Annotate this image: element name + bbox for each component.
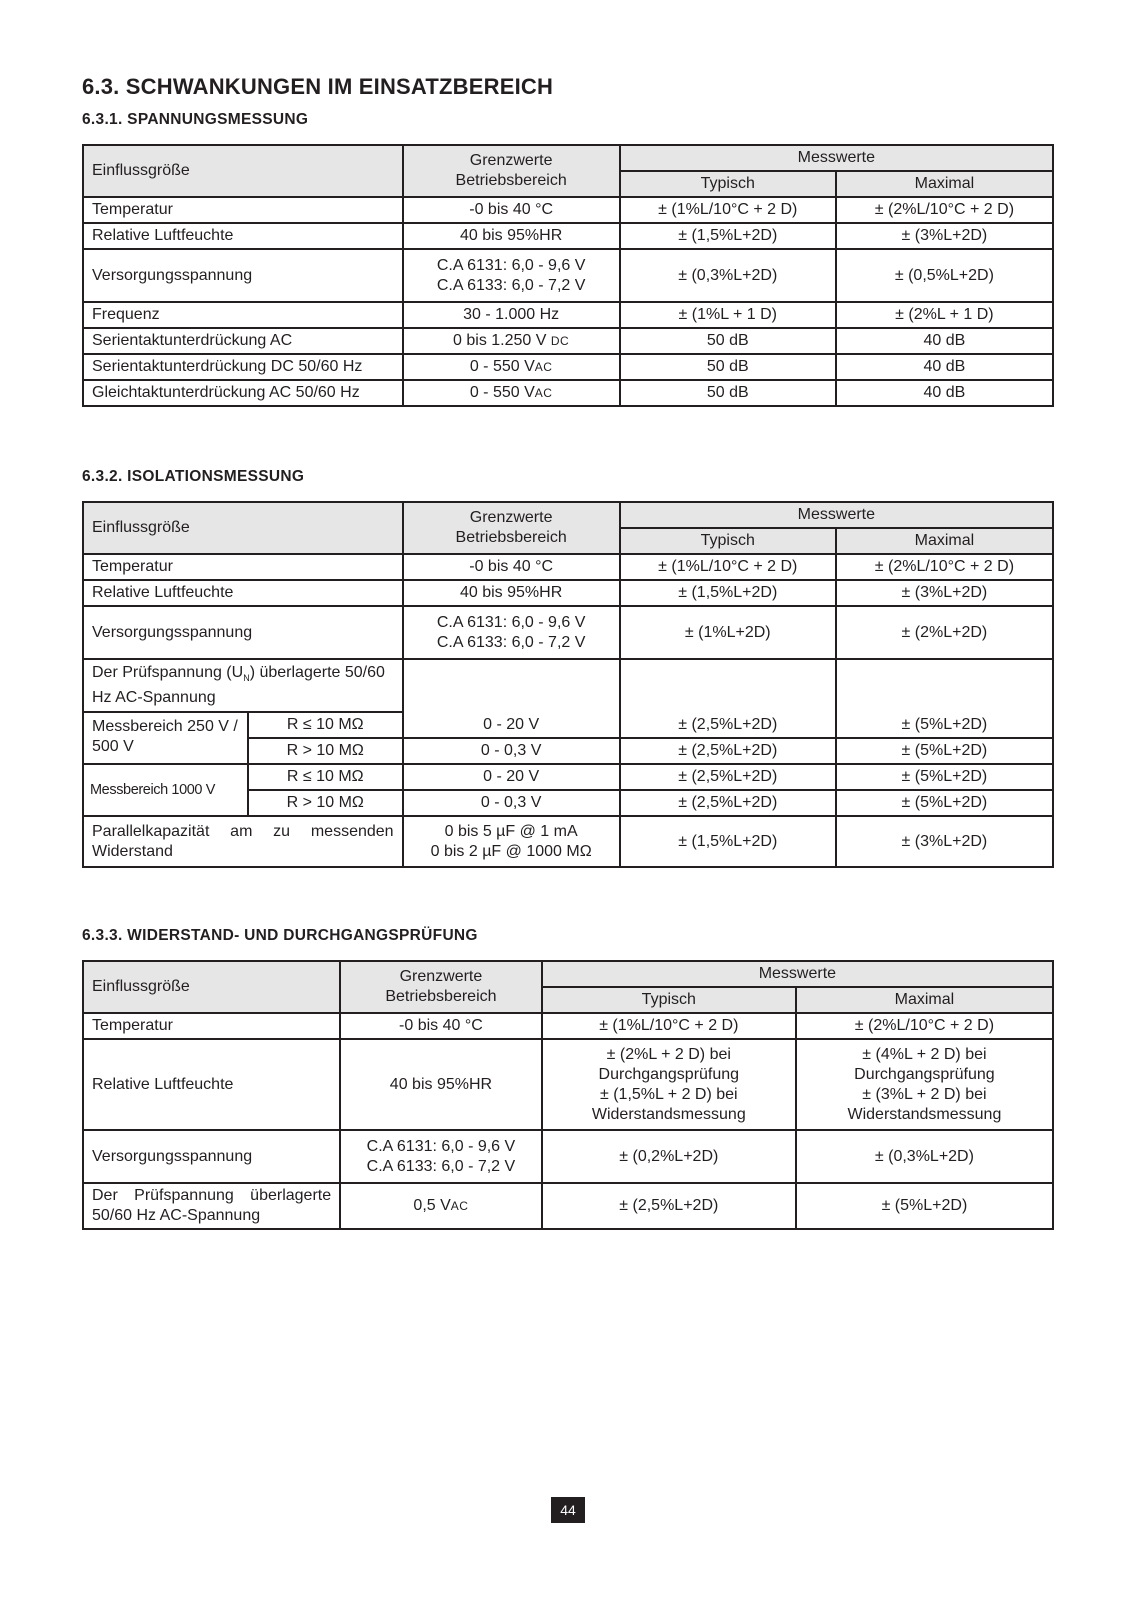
header-messwerte: Messwerte — [620, 145, 1053, 171]
table-row: Messbereich 1000 V R ≤ 10 MΩ 0 - 20 V ± (2,5%L+2D) ± (5%L+2D) — [83, 764, 1053, 790]
table-row — [83, 659, 1053, 712]
table-row: Relative Luftfeuchte 40 bis 95%HR ± (1,5%L+2D) ± (3%L+2D) — [83, 223, 1053, 249]
table-row: Messbereich 250 V / 500 V R ≤ 10 MΩ 0 - 20 V ± (2,5%L+2D) ± (5%L+2D) — [83, 712, 1053, 738]
table-row: Relative Luftfeuchte 40 bis 95%HR ± (1,5%L+2D) ± (3%L+2D) — [83, 580, 1053, 606]
table-row: Versorgungsspannung C.A 6131: 6,0 - 9,6 V C.A 6133: 6,0 - 7,2 V ± (0,3%L+2D) ± (0,5%L+2D) — [83, 249, 1053, 302]
pruefspannung-label: Der Prüfspannung $(U_N)$ überlagerte 50/60 Hz AC-Spannung — [83, 659, 403, 712]
table-row: Versorgungsspannung C.A 6131: 6,0 - 9,6 V C.A 6133: 6,0 - 7,2 V ± (0,2%L+2D) ± (0,3%L+2D) — [83, 1130, 1053, 1183]
table-row: R > 10 MΩ 0 - 0,3 V ± (2,5%L+2D) ± (5%L+2D) — [83, 790, 1053, 816]
header-messwerte: Messwerte — [542, 961, 1053, 987]
table-row: Serientaktunterdrückung DC 50/60 Hz 0 - 550 VAC 50 dB 40 dB — [83, 354, 1053, 380]
table-row: Parallelkapazität am zu messenden Widerstand 0 bis 5 µF @ 1 mA 0 bis 2 µF @ 1000 MΩ ± (1,5%L+2D) ± (3%L+2D) — [83, 816, 1053, 867]
table-row: Temperatur -0 bis 40 °C ± (1%L/10°C + 2 D) ± (2%L/10°C + 2 D) — [83, 554, 1053, 580]
header-typisch: Typisch — [620, 171, 836, 197]
header-typisch: Typisch — [542, 987, 796, 1013]
page-title: 6.3. SCHWANKUNGEN IM EINSATZBEREICH — [82, 74, 554, 99]
header-grenzwerte: Grenzwerte Betriebsbereich — [340, 961, 542, 1013]
table-row: Der Prüfspannung überlagerte 50/60 Hz AC-Spannung 0,5 VAC ± (2,5%L+2D) ± (5%L+2D) — [83, 1183, 1053, 1229]
table-row: Temperatur -0 bis 40 °C ± (1%L/10°C + 2 D) ± (2%L/10°C + 2 D) — [83, 197, 1053, 223]
table-isolationsmessung — [82, 501, 1054, 868]
table-spannungsmessung — [82, 144, 1054, 407]
table-row: R > 10 MΩ 0 - 0,3 V ± (2,5%L+2D) ± (5%L+2D) — [83, 738, 1053, 764]
section-heading-isolationsmessung: 6.3.2. ISOLATIONSMESSUNG — [82, 468, 305, 485]
header-messwerte: Messwerte — [620, 502, 1053, 528]
header-einflussgroesse: Einflussgröße — [83, 502, 403, 554]
page-number: 44 — [551, 1497, 585, 1523]
header-maximal: Maximal — [796, 987, 1053, 1013]
header-maximal: Maximal — [836, 171, 1053, 197]
header-grenzwerte: Grenzwerte Betriebsbereich — [403, 502, 620, 554]
table-row: Versorgungsspannung C.A 6131: 6,0 - 9,6 V C.A 6133: 6,0 - 7,2 V ± (1%L+2D) ± (2%L+2D) — [83, 606, 1053, 659]
header-einflussgroesse: Einflussgröße — [83, 145, 403, 197]
table-row: Relative Luftfeuchte 40 bis 95%HR ± (2%L + 2 D) bei Durchgangsprüfung ± (1,5%L + 2 D) bei Widerstandsmessung ± (4%L + 2 D) bei Durchgangsprüfung ± (3%L + 2 D) bei Widerstandsmessung — [83, 1039, 1053, 1130]
section-heading-widerstand: 6.3.3. WIDERSTAND- UND DURCHGANGSPRÜFUNG — [82, 927, 478, 944]
table-row: Temperatur -0 bis 40 °C ± (1%L/10°C + 2 D) ± (2%L/10°C + 2 D) — [83, 1013, 1053, 1039]
table-row: Frequenz 30 - 1.000 Hz ± (1%L + 1 D) ± (2%L + 1 D) — [83, 302, 1053, 328]
header-maximal: Maximal — [836, 528, 1053, 554]
section-heading-spannungsmessung: 6.3.1. SPANNUNGSMESSUNG — [82, 111, 309, 128]
header-typisch: Typisch — [620, 528, 836, 554]
table-widerstand-durchgang — [82, 960, 1054, 1230]
header-grenzwerte: Grenzwerte Betriebsbereich — [403, 145, 620, 197]
table-row: Serientaktunterdrückung AC 0 bis 1.250 V DC 50 dB 40 dB — [83, 328, 1053, 354]
header-einflussgroesse: Einflussgröße — [83, 961, 340, 1013]
table-row: Gleichtaktunterdrückung AC 50/60 Hz 0 - 550 VAC 50 dB 40 dB — [83, 380, 1053, 406]
